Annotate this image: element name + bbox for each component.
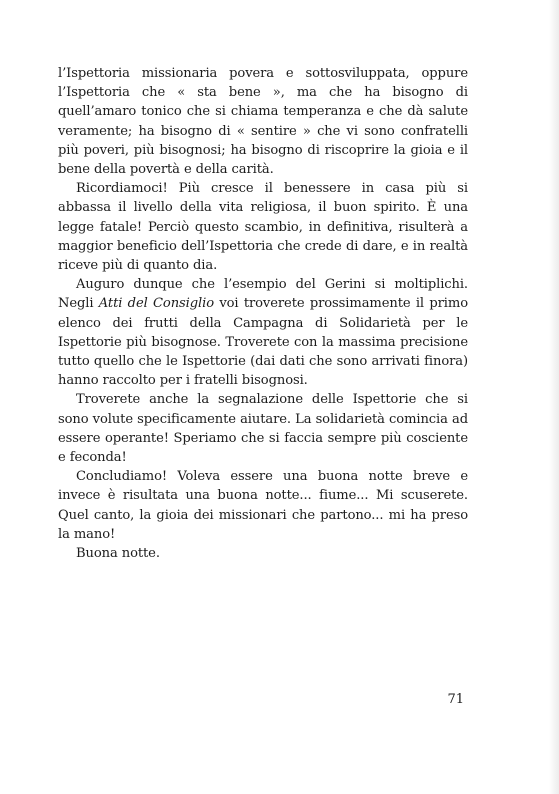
paragraph-6: Buona notte.: [76, 546, 160, 562]
paragraph-3-lead: Auguro dunque che l’esempio del Gerini si moltiplichi. Negli: [58, 277, 468, 312]
paragraph-3-rest: voi troverete prossimamente il primo elenco dei frutti della Campagna di Solidarietà per le Ispettorie più bisognose. Troverete con la massima precisione tutto quello che le Ispettorie (dai dati che sono arrivati finora) hanno raccolto per i fratelli bisognosi.: [58, 296, 468, 389]
paragraph-2: Ricordiamoci! Più cresce il benessere in casa più si abbassa il livello della vita religiosa, il buon spirito. È una legge fatale! Perciò questo scambio, in definitiva, risulterà a maggior beneficio dell’Ispettoria che crede di dare, e in realtà riceve più di quanto dia.: [58, 181, 468, 274]
paragraph-5: Concludiamo! Voleva essere una buona notte breve e invece è risultata una buona notte... fiume... Mi scuserete. Quel canto, la gioia dei missionari che partono... mi ha preso la mano!: [58, 469, 468, 542]
body-text: [58, 64, 468, 563]
page-number: 71: [447, 692, 464, 707]
page-edge-shadow: [549, 0, 559, 794]
atti-del-consiglio-title: Atti del Consiglio: [98, 296, 214, 312]
paragraph-1: l’Ispettoria missionaria povera e sottosviluppata, oppure l’Ispettoria che « sta bene », ma che ha bisogno di quell’amaro tonico che si chiama temperanza e che dà salute veramente; ha bisogno di « sentire » che vi sono confratelli più poveri, più bisognosi; ha bisogno di riscoprire la gioia e il bene della povertà e della carità.: [58, 66, 468, 178]
paragraph-3: [58, 275, 468, 390]
paragraph-4: Troverete anche la segnalazione delle Ispettorie che si sono volute specificamente aiutare. La solidarietà comincia ad essere operante! Speriamo che si faccia sempre più cosciente e feconda!: [58, 392, 468, 466]
